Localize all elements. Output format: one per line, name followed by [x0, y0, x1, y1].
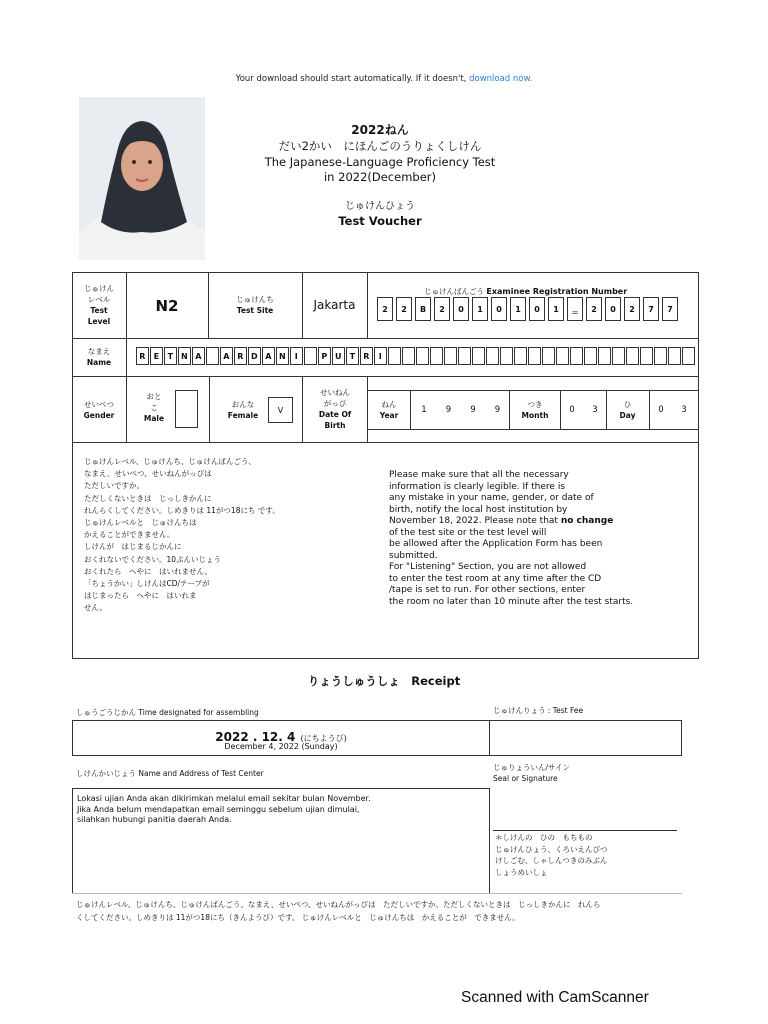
year-digit-3: 9 — [494, 405, 501, 415]
test-site-label — [208, 294, 302, 316]
male-label-jp: おと こ — [146, 392, 162, 412]
header-en-subtitle: in 2022(December) — [323, 170, 436, 184]
receipt-title: りょうしゅうしょ Receipt — [307, 674, 461, 688]
download-notice — [0, 74, 768, 84]
name-char-37 — [654, 347, 667, 365]
month-label-en: Month — [521, 411, 549, 420]
name-char-39 — [682, 347, 695, 365]
dob-label-en: Date Of Birth — [318, 410, 352, 430]
dob-label-jp: せいねん がっぴ — [320, 388, 350, 408]
center-label: しけんかいじょう Name and Address of Test Center — [76, 769, 264, 778]
reg-char-10: = — [567, 297, 583, 321]
name-char-17: I — [374, 347, 387, 365]
name-char-16: R — [360, 347, 373, 365]
reg-char-9: 1 — [548, 297, 564, 321]
registration-number-label-jp: じゅけんばんごう — [424, 287, 484, 296]
male-checkbox[interactable] — [175, 390, 198, 428]
year-digit-1: 9 — [445, 405, 452, 415]
header-year: 2022ねん — [351, 123, 409, 137]
test-site-value: Jakarta — [313, 298, 356, 312]
name-char-13: P — [318, 347, 331, 365]
name-char-15: T — [346, 347, 359, 365]
center-text: Lokasi ujian Anda akan dikirimkan melalui email sekitar bulan November. Jika Anda belum mendapatkan email seminggu sebelum ujian dimulai, silahkan hubungi panitia daerah Anda. — [77, 794, 371, 824]
female-checkbox[interactable]: V — [268, 397, 293, 423]
month-digit-0: 0 — [569, 405, 575, 415]
name-char-5 — [206, 347, 219, 365]
test-level-label-en: Test Level — [87, 306, 111, 326]
name-label-en: Name — [86, 358, 112, 367]
day-label-jp: ひ — [623, 400, 632, 409]
gender-label — [74, 399, 124, 421]
reg-char-1: 2 — [396, 297, 412, 321]
examinee-photo — [79, 97, 205, 260]
name-char-21 — [430, 347, 443, 365]
header-en-title: The Japanese-Language Proficiency Test — [264, 155, 496, 169]
name-char-32 — [584, 347, 597, 365]
name-char-36 — [640, 347, 653, 365]
reg-char-6: 0 — [491, 297, 507, 321]
year-label-jp: ねん — [381, 400, 397, 409]
reg-char-15: 7 — [662, 297, 678, 321]
name-char-28 — [528, 347, 541, 365]
day-label — [606, 399, 649, 421]
female-label-en: Female — [227, 411, 259, 420]
name-char-18 — [388, 347, 401, 365]
notes-english-bold: no change — [560, 516, 614, 526]
header-voucher-en: Test Voucher — [338, 214, 422, 228]
name-char-26 — [500, 347, 513, 365]
reg-char-7: 1 — [510, 297, 526, 321]
test-site-label-jp: じゅけんち — [236, 295, 274, 304]
year-digit-0: 1 — [421, 405, 427, 415]
fee-box — [489, 720, 682, 756]
day-label-en: Day — [619, 411, 636, 420]
name-char-27 — [514, 347, 527, 365]
gender-label-en: Gender — [83, 411, 115, 420]
name-char-38 — [668, 347, 681, 365]
bring-items-text: ＊しけんの ひの もちもの じゅけんひょう、くろいえんぴつ けしごむ、しゃしんつきのみぶん しょうめいしょ — [495, 833, 608, 877]
name-char-35 — [626, 347, 639, 365]
year-label — [368, 399, 410, 421]
name-label-jp: なまえ — [87, 347, 111, 356]
reg-char-14: 7 — [643, 297, 659, 321]
name-char-6: A — [220, 347, 233, 365]
registration-number-label — [424, 286, 627, 297]
header-voucher-jp: じゅけんひょう — [345, 201, 415, 212]
reg-char-5: 1 — [472, 297, 488, 321]
year-label-en: Year — [379, 411, 399, 420]
reg-char-2: B — [415, 297, 431, 321]
scanner-watermark: Scanned with CamScanner — [461, 989, 649, 1006]
name-char-0: R — [136, 347, 149, 365]
test-level-label — [74, 283, 124, 327]
name-char-9: A — [262, 347, 275, 365]
name-char-3: N — [178, 347, 191, 365]
reg-char-4: 0 — [453, 297, 469, 321]
assembly-date-main: 2022 . 12. 4 — [215, 730, 296, 744]
time-label: しゅうごうじかん Time designated for assembling — [76, 708, 259, 717]
name-char-24 — [472, 347, 485, 365]
day-digit-1: 3 — [681, 405, 687, 415]
month-label — [510, 399, 560, 421]
name-label — [74, 346, 124, 368]
male-label-en: Male — [143, 414, 165, 423]
name-char-23 — [458, 347, 471, 365]
reg-char-8: 0 — [529, 297, 545, 321]
name-char-14: U — [332, 347, 345, 365]
name-char-22 — [444, 347, 457, 365]
notes-english-part2: of the test site or the test level will be allowed after the Application Form has been submitted. For "Listening" Section, you are not allowed to enter the test room at any time after the CD /tape is set to run. For other sections, enter the room no later than 10 minute after the test starts. — [389, 527, 634, 607]
name-char-19 — [402, 347, 415, 365]
gender-label-jp: せいべつ — [84, 400, 114, 409]
receipt-footer-note: じゅけんレベル、じゅけんち、じゅけんばんごう、なまえ、せいべつ、せいねんがっぴは ただしいですか。ただしくないときは じっしきかんに れんら くしてください。しめきりは 11がつ18にち（きんようび）です。 じゅけんレベルと じゅけんちは かえることが できません。 — [76, 900, 601, 922]
dob-label — [305, 387, 365, 431]
name-char-34 — [612, 347, 625, 365]
name-char-12 — [304, 347, 317, 365]
reg-char-13: 2 — [624, 297, 640, 321]
test-level-label-jp: じゅけん レベル — [84, 284, 114, 304]
name-char-30 — [556, 347, 569, 365]
download-now-link[interactable]: download now. — [469, 74, 533, 84]
month-label-jp: つき — [527, 400, 543, 409]
name-char-2: T — [164, 347, 177, 365]
name-char-4: A — [192, 347, 205, 365]
download-notice-text: Your download should start automatically. If it doesn't, — [235, 74, 467, 84]
name-char-1: E — [150, 347, 163, 365]
reg-char-3: 2 — [434, 297, 450, 321]
name-char-31 — [570, 347, 583, 365]
notes-english-part1: Please make sure that all the necessary information is clearly legible. If there is any mistake in your name, gender, or date of birth, notify the local host institution by November 18, 2022. Please note that — [389, 470, 594, 526]
seal-label-jp: じゅりょういん/サイン — [493, 763, 571, 772]
reg-char-12: 0 — [605, 297, 621, 321]
notes-japanese: じゅけんレベル、じゅけんち、じゅけんばんごう、 なまえ、せいべつ、せいねんがっぴは ただしいですか。 ただしくないときは じっしきかんに れんらくしてください。しめきりは 11がつ18にち です。 じゅけんレベルと じゅけんちは かえることができません。 しけんが はじまるじかんに おくれないでください。10ぷんいじょう おくれたら へやに はいれません。 「ちょうかい」しけんはCD/テープが はじまったら へやに はいれま せん。 — [84, 457, 280, 613]
name-char-7: R — [234, 347, 247, 365]
name-char-10: N — [276, 347, 289, 365]
fee-label: じゅけんりょう : Test Fee — [493, 706, 584, 715]
test-level-value: N2 — [155, 297, 179, 315]
name-char-33 — [598, 347, 611, 365]
name-char-20 — [416, 347, 429, 365]
reg-char-0: 2 — [377, 297, 393, 321]
seal-label-en: Seal or Signature — [493, 774, 558, 783]
male-label — [134, 391, 174, 424]
day-digit-0: 0 — [658, 405, 664, 415]
female-label-jp: おんな — [231, 400, 255, 409]
female-label — [222, 399, 264, 421]
name-char-11: I — [290, 347, 303, 365]
assembly-date-weekday: (にちようび) — [300, 734, 347, 743]
header-jp-title: だい2かい にほんごのうりょくしけん — [278, 139, 482, 153]
reg-char-11: 2 — [586, 297, 602, 321]
registration-number-label-en: Examinee Registration Number — [486, 287, 628, 296]
name-char-25 — [486, 347, 499, 365]
name-char-29 — [542, 347, 555, 365]
test-site-label-en: Test Site — [236, 306, 274, 315]
name-char-8: D — [248, 347, 261, 365]
notes-english — [389, 470, 633, 608]
month-digit-1: 3 — [592, 405, 598, 415]
year-digit-2: 9 — [470, 405, 476, 415]
assembly-date-en: December 4, 2022 (Sunday) — [224, 742, 338, 751]
